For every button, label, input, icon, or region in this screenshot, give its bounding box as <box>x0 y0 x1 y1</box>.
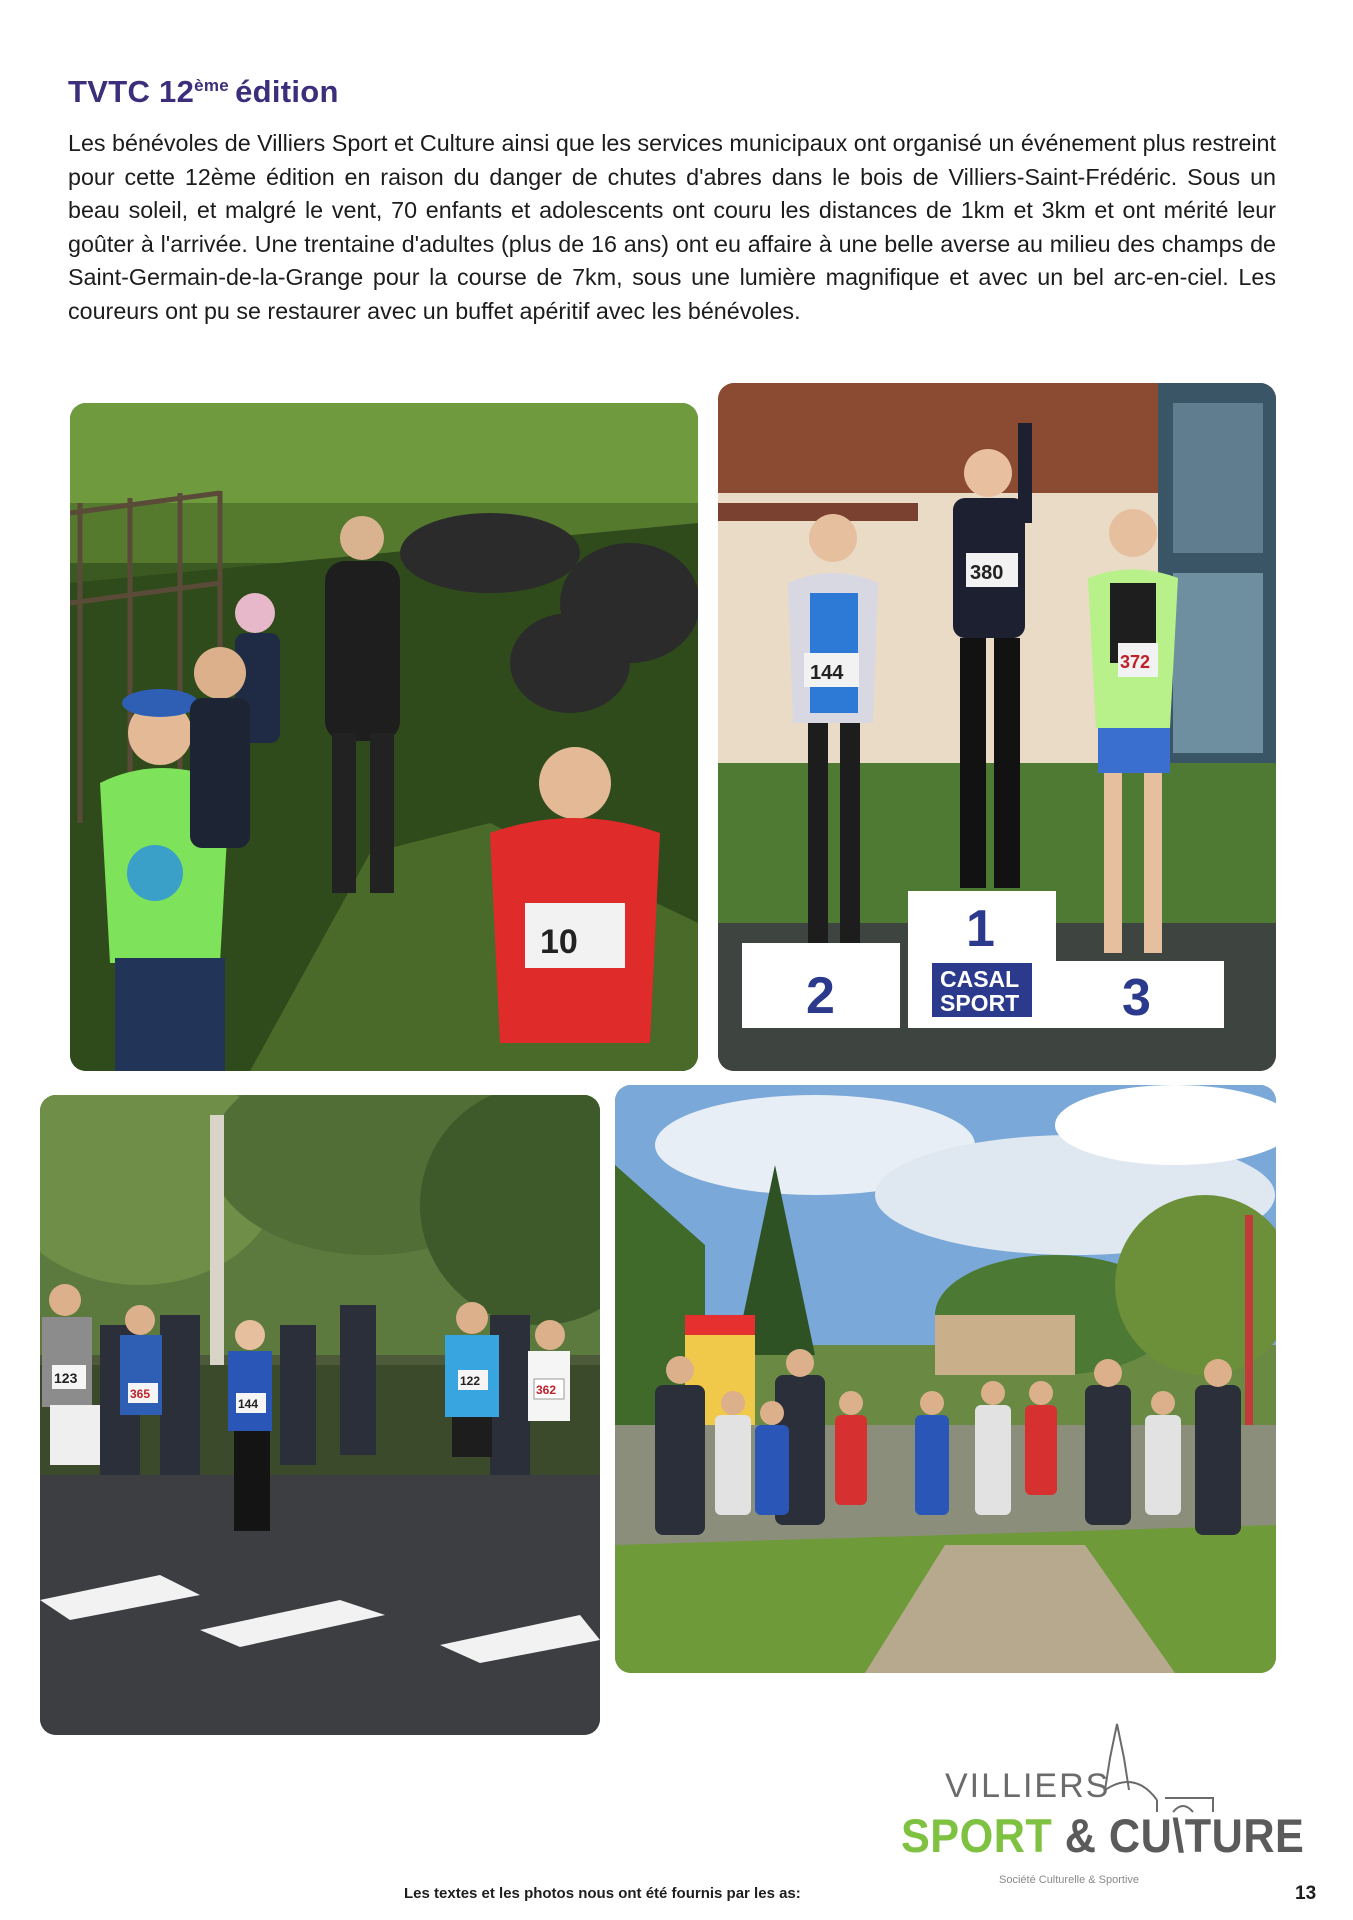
podium-bib-right: 372 <box>1120 652 1151 672</box>
road-bib-a: 123 <box>54 1370 78 1386</box>
photo-road-race <box>40 1095 600 1735</box>
article-body: Les bénévoles de Villiers Sport et Culture ainsi que les services municipaux ont organisé un événement plus restreint pour cette 12ème édition en raison du danger de chutes d'abres dans le bois de Villiers-Saint-Frédéric. Sous un beau soleil, et malgré le vent, 70 enfants et adolescents ont couru les distances de 1km et 3km et ont mérité leur goûter à l'arrivée. Une trentaine d'adultes (plus de 16 ans) ont eu affaire à une belle averse au milieu des champs de Saint-Germain-de-la-Grange pour la course de 7km, sous une lumière magnifique et avec un bel arc-en-ciel. Les coureurs ont pu se restaurer avec un buffet apéritif avec les bénévoles. <box>68 130 1276 324</box>
footer-credit: Les textes et les photos nous ont été fournis par les as: <box>404 1885 801 1902</box>
podium-bib-center: 380 <box>970 562 1004 584</box>
photo-children-start <box>615 1085 1276 1673</box>
villiers-sport-culture-logo <box>895 1700 1305 1890</box>
podium-bib-left: 144 <box>810 662 844 684</box>
logo-subtitle: Société Culturelle & Sportive <box>999 1874 1140 1886</box>
article-title: TVTC 12ème édition <box>68 74 339 109</box>
road-bib-e: 362 <box>536 1383 557 1397</box>
podium-place-1: 1 <box>966 900 995 958</box>
podium-place-2: 2 <box>806 967 835 1025</box>
logo-villiers: VILLIERS <box>945 1767 1111 1805</box>
road-bib-d: 122 <box>460 1374 481 1388</box>
sponsor-line2: SPORT <box>940 990 1020 1016</box>
road-bib-b: 365 <box>130 1387 151 1401</box>
podium-place-3: 3 <box>1122 969 1151 1027</box>
photo-podium <box>718 383 1276 1071</box>
sponsor-line1: CASAL <box>940 966 1020 992</box>
page-number: 13 <box>1295 1883 1317 1904</box>
road-bib-c: 144 <box>238 1397 259 1411</box>
bib-children: 10 <box>540 923 578 961</box>
logo-sport-culture: SPORT & CU\TURE <box>901 1809 1305 1862</box>
photo-children-path <box>70 403 698 1071</box>
